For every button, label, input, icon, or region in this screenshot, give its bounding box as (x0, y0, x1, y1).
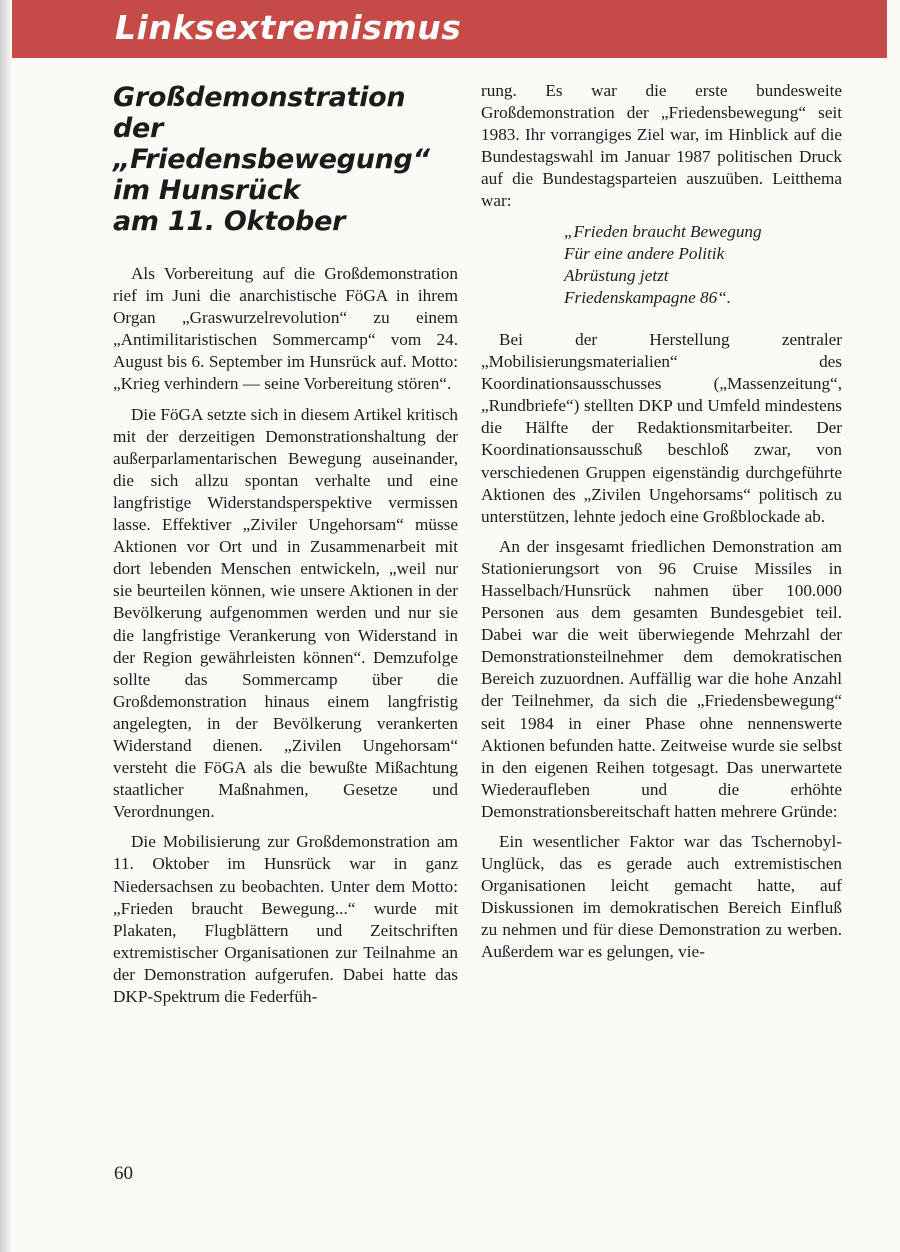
body-paragraph-continued: rung. Es war die erste bundesweite Großdemonstration der „Friedensbewegung“ seit 1983. Ihr vorrangiges Ziel war, im Hinblick auf die Bundestagswahl im Januar 1987 politischen Druck auf die Bundestagsparteien auszuüben. Leitthema war: (481, 81, 842, 211)
section-title: Linksextremismus (115, 8, 462, 47)
article-headline (113, 82, 458, 237)
motto-quote (564, 221, 842, 309)
headline-line: am 11. Oktober (113, 206, 346, 237)
quote-line: Friedenskampagne 86“. (564, 287, 732, 307)
headline-line: im Hunsrück (113, 175, 301, 206)
section-banner (12, 0, 887, 58)
headline-line: der (113, 113, 164, 144)
right-column (481, 80, 842, 972)
headline-line: „Friedensbewegung“ (113, 144, 430, 175)
quote-line: „Frieden braucht Bewegung (564, 221, 762, 241)
page-number: 60 (114, 1163, 133, 1184)
body-paragraph: An der insgesamt friedlichen Demonstration am Stationierungsort von 96 Cruise Missiles in Hasselbach/Hunsrück nahmen über 100.000 Personen aus dem gesamten Bundesgebiet teil. Dabei war die weit überwiegende Mehrzahl der Demonstrationsteilnehmer dem demokratischen Bereich zuzuordnen. Auffällig war die hohe Anzahl der Teilnehmer, da sich die „Friedensbewegung“ seit 1984 in einer Phase ohne nennenswerte Aktionen befunden hatte. Zeitweise wurde sie selbst in den eigenen Reihen totgesagt. Das unerwartete Wiederaufleben und die erhöhte Demonstrationsbereitschaft hatten mehrere Gründe: (481, 536, 842, 821)
page-spine-shadow (0, 0, 12, 1252)
body-paragraph: Die FöGA setzte sich in diesem Artikel kritisch mit der derzeitigen Demonstrationshaltung der außerparlamentarischen Bewegung auseinander, die sich allzu spontan verhalte und eine langfristige Widerstandsperspektive vermissen lasse. Effektiver „Ziviler Ungehorsam“ müsse Aktionen vor Ort und in Zusammenarbeit mit dort lebenden Menschen entwickeln, „weil nur sie beurteilen können, wie unsere Aktionen in der Bevölkerung aufgenommen werden und nur sie die langfristige Verankerung von Widerstand in der Region gewährleisten können“. Demzufolge sollte das Sommercamp über die Großdemonstration hinaus einem langfristig angelegten, in der Bevölkerung verankerten Widerstand dienen. „Zivilen Ungehorsam“ versteht die FöGA als die bewußte Mißachtung staatlicher Maßnahmen, Gesetze und Verordnungen. (113, 404, 458, 822)
left-column (113, 80, 458, 1016)
quote-line: Abrüstung jetzt (564, 265, 669, 285)
quote-line: Für eine andere Politik (564, 243, 725, 263)
body-paragraph: Die Mobilisierung zur Großdemonstration am 11. Oktober im Hunsrück war in ganz Niedersachsen zu beobachten. Unter dem Motto: „Frieden braucht Bewegung...“ wurde mit Plakaten, Flugblättern und Zeitschriften extremistischer Organisationen zur Teilnahme an der Demonstration aufgerufen. Dabei hatte das DKP-Spektrum die Federfüh- (113, 832, 458, 1006)
body-paragraph: Als Vorbereitung auf die Großdemonstration rief im Juni die anarchistische FöGA in ihrem Organ „Graswurzelrevolution“ zu einem „Antimilitaristischen Sommercamp“ vom 24. August bis 6. September im Hunsrück auf. Motto: „Krieg verhindern — seine Vorbereitung stören“. (113, 264, 458, 394)
body-paragraph: Bei der Herstellung zentraler „Mobilisierungsmaterialien“ des Koordinationsausschusses („Massenzeitung“, „Rundbriefe“) stellten DKP und Umfeld mindestens die Hälfte der Redaktionsmitarbeiter. Der Koordinationsausschuß beschloß zwar, von verschiedenen Gruppen eigenständig durchgeführte Aktionen des „Zivilen Ungehorsams“ politisch zu unterstützen, lehnte jedoch eine Großblockade ab. (481, 329, 842, 526)
body-paragraph: Ein wesentlicher Faktor war das Tschernobyl-Unglück, das es gerade auch extremistischen Organisationen leicht gemacht hatte, auf Diskussionen im demokratischen Bereich Einfluß zu nehmen und für diese Demonstration zu werben. Außerdem war es gelungen, vie- (481, 832, 842, 962)
headline-line: Großdemonstration (113, 82, 406, 113)
